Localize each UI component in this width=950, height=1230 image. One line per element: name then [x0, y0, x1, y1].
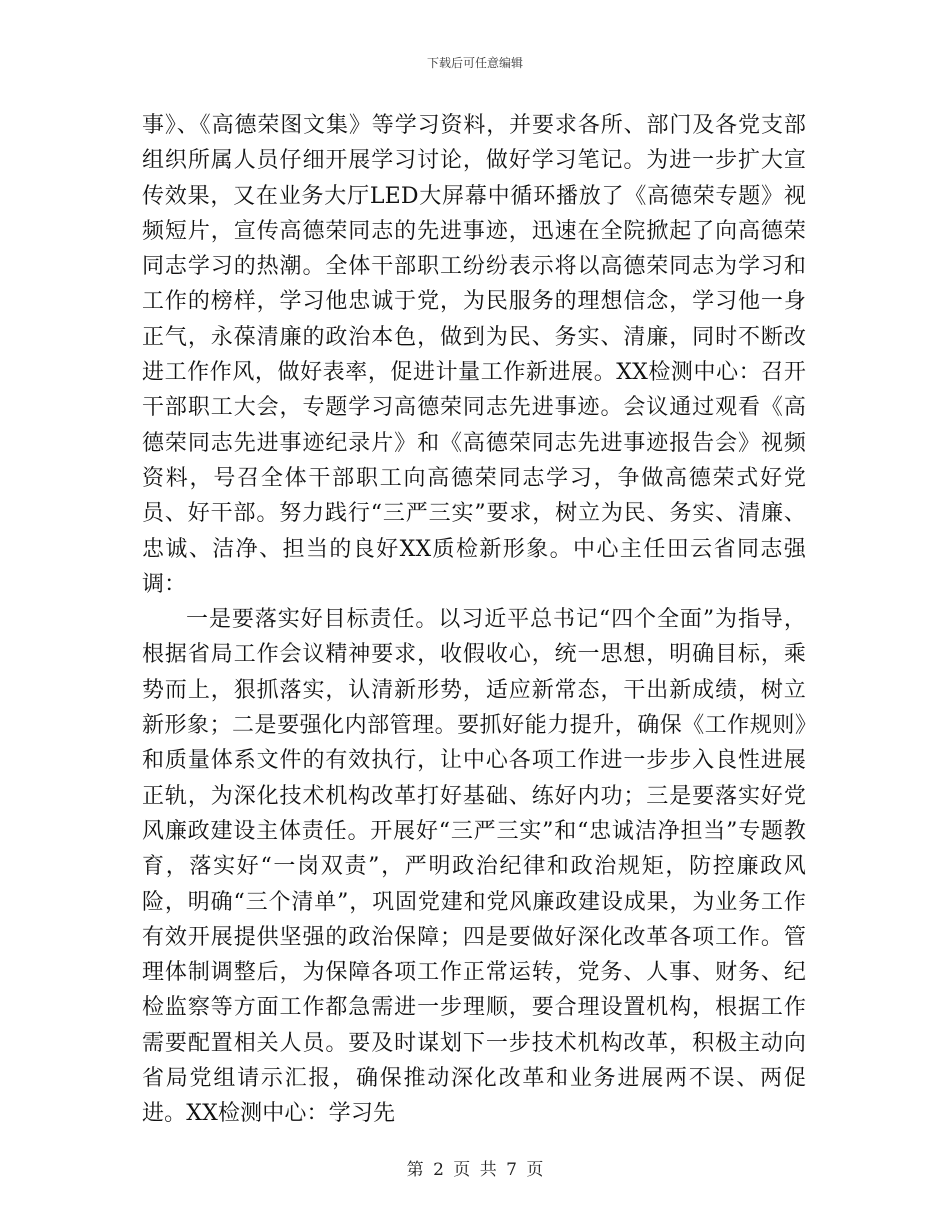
footer-middle: 页 共 [453, 1160, 497, 1180]
footer-total-pages: 7 [506, 1160, 517, 1180]
footer-current-page: 2 [433, 1160, 444, 1180]
document-body [142, 108, 806, 1132]
page-header-note: 下载后可任意编辑 [426, 56, 523, 70]
body-paragraph-1: 事》、《高德荣图文集》等学习资料，并要求各所、部门及各党支部组织所属人员仔细开展学习讨论，做好学习笔记。为进一步扩大宣传效果，又在业务大厅LED大屏幕中循环播放了《高德荣专题》视频短片，宣传高德荣同志的先进事迹，迅速在全院掀起了向高德荣同志学习的热潮。全体干部职工纷纷表示将以高德荣同志为学习和工作的榜样，学习他忠诚于党，为民服务的理想信念，学习他一身正气，永葆清廉的政治本色，做到为民、务实、清廉，同时不断改进工作作风，做好表率，促进计量工作新进展。XX检测中心：召开干部职工大会，专题学习高德荣同志先进事迹。会议通过观看《高德荣同志先进事迹纪录片》和《高德荣同志先进事迹报告会》视频资料，号召全体干部职工向高德荣同志学习，争做高德荣式好党员、好干部。努力践行“三严三实”要求，树立为民、务实、清廉、忠诚、洁净、担当的良好XX质检新形象。中心主任田云省同志强调： [142, 113, 806, 597]
footer-suffix: 页 [526, 1160, 544, 1180]
body-paragraph-2: 一是要落实好目标责任。以习近平总书记“四个全面”为指导，根据省局工作会议精神要求，收假收心，统一思想，明确目标，乘势而上，狠抓落实，认清新形势，适应新常态，干出新成绩，树立新形象；二是要强化内部管理。要抓好能力提升，确保《工作规则》和质量体系文件的有效执行，让中心各项工作进一步步入良性进展正轨，为深化技术机构改革打好基础、练好内功；三是要落实好党风廉政建设主体责任。开展好“三严三实”和“忠诚洁净担当”专题教育，落实好“一岗双责”，严明政治纪律和政治规矩，防控廉政风险，明确“三个清单”，巩固党建和党风廉政建设成果，为业务工作有效开展提供坚强的政治保障；四是要做好深化改革各项工作。管理体制调整后，为保障各项工作正常运转，党务、人事、财务、纪检监察等方面工作都急需进一步理顺，要合理设置机构，根据工作需要配置相关人员。要及时谋划下一步技术机构改革，积极主动向省局党组请示汇报，确保推动深化改革和业务进展两不误、两促进。XX检测中心：学习先 [142, 607, 806, 1127]
footer-prefix: 第 [406, 1160, 424, 1180]
page-footer [0, 1155, 950, 1180]
